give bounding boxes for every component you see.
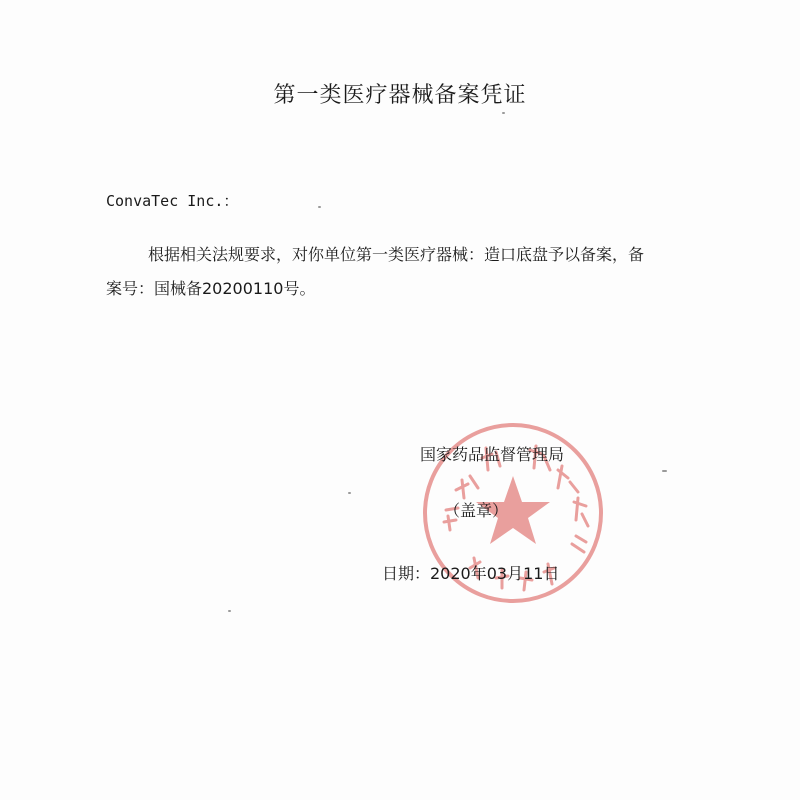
scan-speck xyxy=(348,492,351,494)
document-title: 第一类医疗器械备案凭证 xyxy=(273,83,527,108)
issue-date: 日期：2020年03月11日 xyxy=(382,564,560,583)
body-paragraph: 根据相关法规要求，对你单位第一类医疗器械：造口底盘予以备案，备案号：国械备20200110号。 xyxy=(106,245,645,298)
issuing-authority: 国家药品监督管理局 xyxy=(420,445,565,464)
scan-speck xyxy=(662,470,667,472)
scan-speck xyxy=(318,206,321,208)
stamp-label: （盖章） xyxy=(444,501,509,520)
scan-speck xyxy=(228,610,231,612)
scan-speck xyxy=(502,112,505,114)
recipient-name: ConvaTec Inc.： xyxy=(106,192,239,210)
